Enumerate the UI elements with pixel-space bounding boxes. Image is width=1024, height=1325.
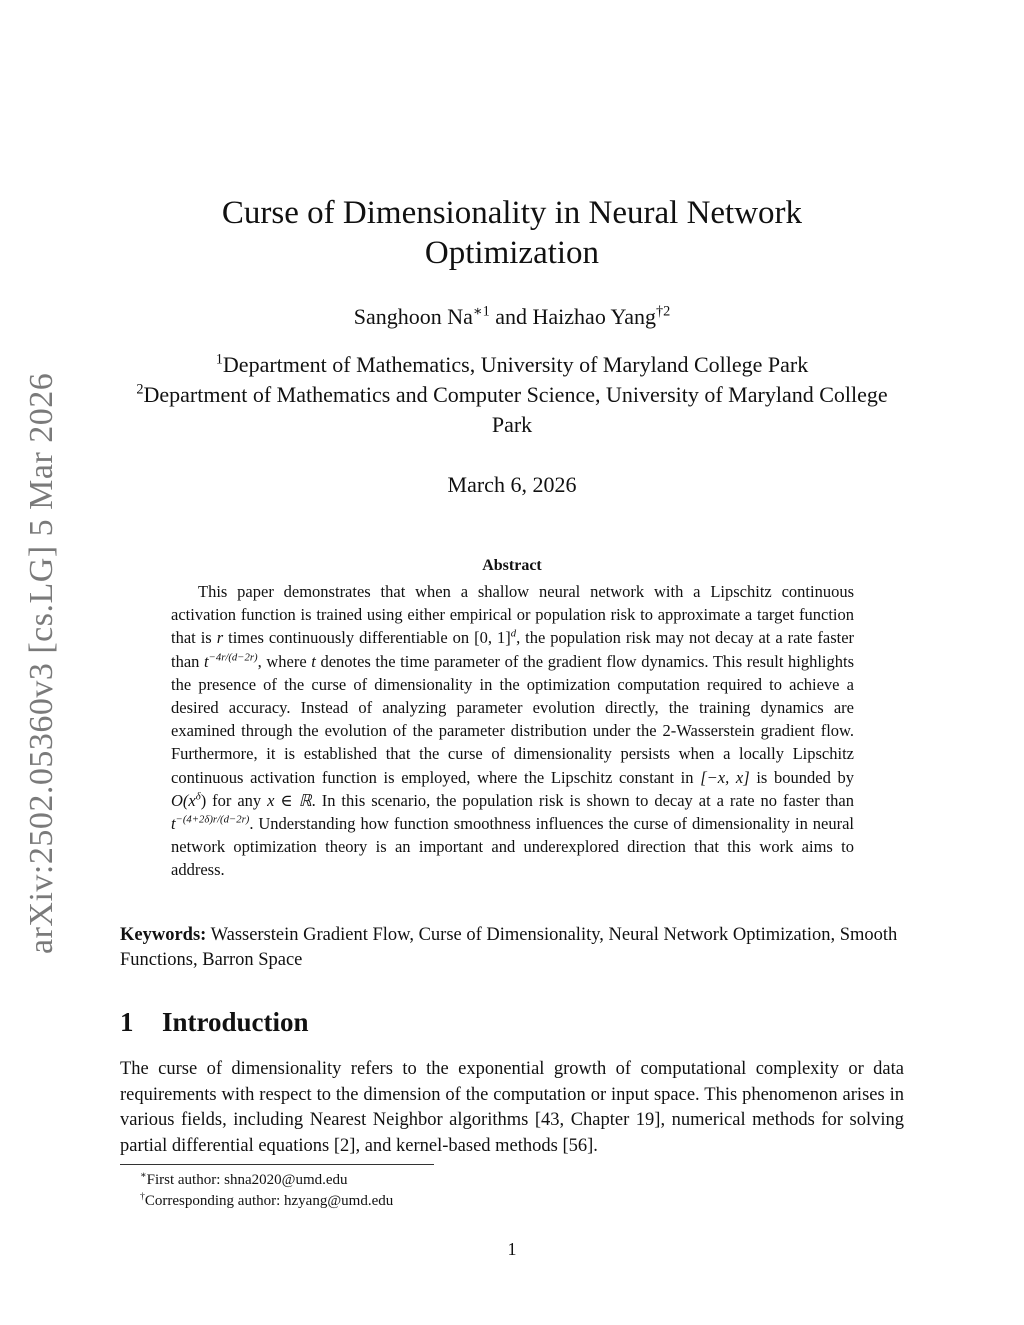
author-1-name: Sanghoon Na bbox=[353, 304, 473, 329]
keywords-label: Keywords: bbox=[120, 925, 207, 945]
footnote-divider bbox=[120, 1164, 434, 1165]
introduction-body bbox=[120, 1057, 904, 1159]
math-rate-1-exponent: −4r/(d−2r) bbox=[208, 651, 258, 664]
math-domain-base: [0, 1] bbox=[474, 628, 511, 648]
abstract-text: . Understanding how function smoothness influences the curse of dimensionality in neural network optimization theory is an important and underexplored direction that this work aims to address. bbox=[171, 814, 854, 880]
abstract-text: This paper demonstrates that when a shallow neural network with a Lipschitz continuous activation function is trained using either empirical or population risk to approximate a target function that is bbox=[171, 582, 854, 648]
affiliation-2 bbox=[120, 380, 904, 440]
abstract-text: , where bbox=[257, 651, 307, 671]
title-line-2: Optimization bbox=[424, 235, 600, 271]
math-t: t bbox=[311, 651, 316, 671]
section-heading-introduction bbox=[120, 1004, 904, 1040]
page-number: 1 bbox=[507, 1239, 517, 1259]
footnotes bbox=[140, 1170, 840, 1212]
footnote-1 bbox=[140, 1170, 840, 1191]
math-rate-2-base: t bbox=[171, 814, 176, 834]
affiliation-2-text: Department of Mathematics and Computer Science, University of Maryland College Park bbox=[143, 382, 888, 437]
author-list bbox=[160, 302, 864, 332]
math-rate-2 bbox=[171, 814, 249, 833]
footnote-1-marker: ∗ bbox=[140, 1170, 147, 1181]
author-2-marker: †2 bbox=[655, 303, 671, 320]
math-rate-2-exponent: −(4+2δ)r/(d−2r) bbox=[175, 813, 250, 826]
section-title: Introduction bbox=[162, 1007, 309, 1037]
abstract-text: is bounded by bbox=[756, 767, 855, 787]
author-2-name: Haizhao Yang bbox=[532, 304, 656, 329]
math-rate-1-base: t bbox=[204, 651, 209, 671]
abstract-text: denotes the time parameter of the gradient flow dynamics. This result highlights the presence of the curse of dimensionality in the optimization computation required to achieve a desired accuracy. Instead of analyzing parameter evolution directly, the training dynamics are examined through the evolution of the parameter distribution under the 2-Wasserstein gradient flow. Furthermore, it is established that the curse of dimensionality persists when a locally Lipschitz continuous activation function is employed, where the Lipschitz constant in bbox=[171, 651, 855, 787]
abstract-body bbox=[171, 580, 854, 882]
author-connector: and bbox=[495, 304, 528, 329]
math-domain bbox=[474, 628, 516, 647]
keywords-text: Wasserstein Gradient Flow, Curse of Dimensionality, Neural Network Optimization, Smooth Functions, Barron Space bbox=[120, 925, 898, 970]
footnote-2 bbox=[140, 1191, 840, 1212]
paper-date: March 6, 2026 bbox=[447, 472, 577, 497]
arxiv-identifier-stamp: arXiv:2502.05360v3 [cs.LG] 5 Mar 2026 bbox=[23, 372, 60, 954]
paper-title bbox=[180, 193, 844, 273]
affiliation-2-marker: 2 bbox=[136, 381, 144, 398]
math-r: r bbox=[216, 628, 224, 648]
affiliation-1-text: Department of Mathematics, University of Maryland College Park bbox=[222, 352, 809, 377]
math-domain-exponent: d bbox=[510, 627, 517, 640]
keywords bbox=[120, 923, 904, 973]
math-x-in-reals: x ∈ ℝ bbox=[267, 790, 312, 810]
math-big-o bbox=[171, 791, 206, 810]
affiliation-1-marker: 1 bbox=[215, 351, 223, 368]
abstract-heading: Abstract bbox=[482, 557, 542, 574]
math-big-o-exponent: δ bbox=[195, 790, 201, 803]
introduction-paragraph: The curse of dimensionality refers to the exponential growth of computational complexity or data requirements with respect to the dimension of the computation or input space. This phenomenon arises in various fields, including Nearest Neighbor algorithms [43, Chapter 19], numerical methods for solving partial differential equations [2], and kernel-based methods [56]. bbox=[120, 1059, 904, 1156]
title-line-1: Curse of Dimensionality in Neural Network bbox=[221, 195, 803, 231]
footnote-2-text: Corresponding author: hzyang@umd.edu bbox=[144, 1193, 394, 1209]
author-1-marker: ∗1 bbox=[472, 303, 490, 320]
footnote-2-marker: † bbox=[140, 1191, 145, 1202]
math-big-o-close: ) bbox=[200, 790, 207, 810]
section-number: 1 bbox=[120, 1007, 134, 1037]
math-rate-1 bbox=[204, 652, 258, 671]
abstract-text: times continuously differentiable on bbox=[228, 628, 470, 648]
math-interval: [−x, x] bbox=[700, 767, 750, 787]
abstract-text: for any bbox=[212, 790, 262, 810]
abstract-paragraph bbox=[171, 580, 854, 882]
math-big-o-base: O(x bbox=[171, 790, 196, 810]
footnote-1-text: First author: shna2020@umd.edu bbox=[146, 1172, 348, 1188]
abstract-text: , the population risk may not decay at a rate faster than bbox=[171, 628, 855, 671]
affiliation-1 bbox=[120, 350, 904, 380]
affiliations bbox=[120, 350, 904, 440]
abstract-text: . In this scenario, the population risk is shown to decay at a rate no faster than bbox=[311, 790, 854, 810]
